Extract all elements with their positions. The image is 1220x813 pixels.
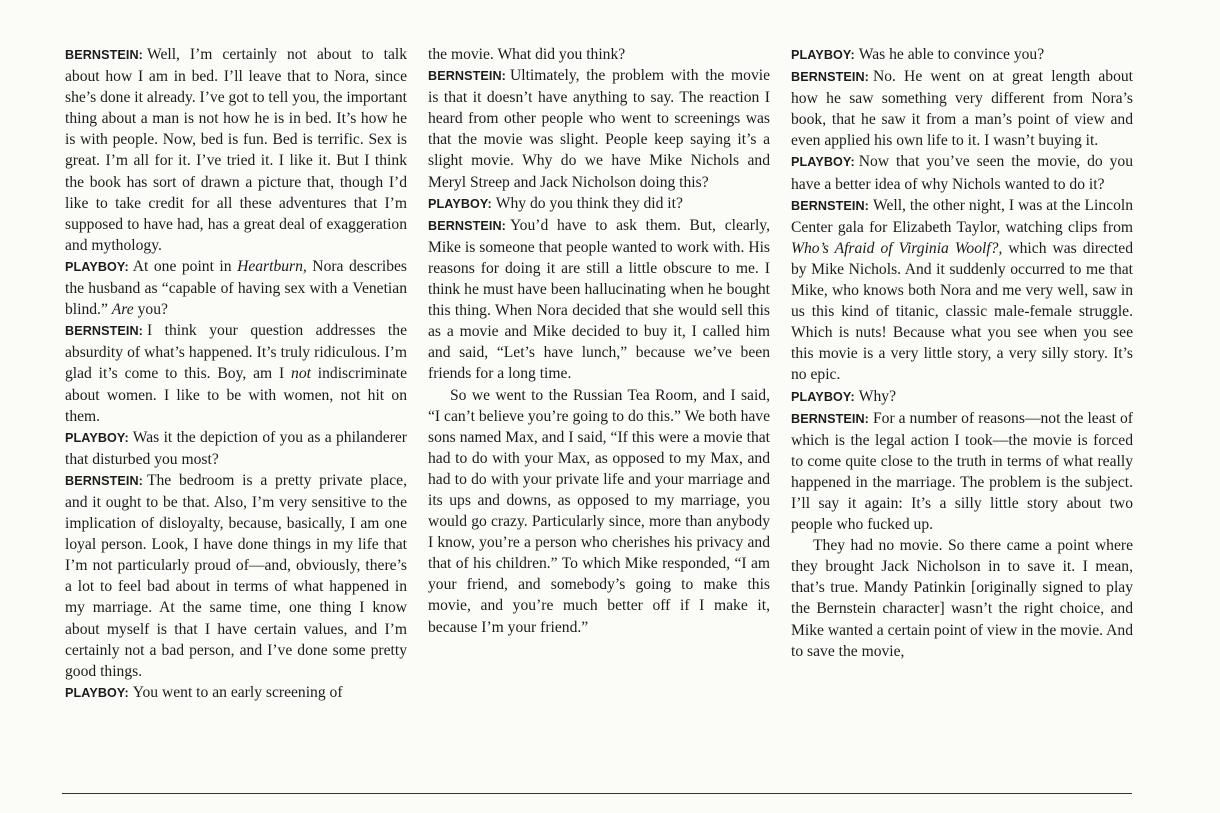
speaker-label: PLAYBOY: [65, 259, 129, 274]
body-text: Was he able to convince you? [858, 46, 1045, 63]
interview-paragraph [65, 427, 407, 470]
body-text: Why? [858, 387, 897, 405]
body-text: you? [133, 301, 168, 319]
interview-paragraph [65, 44, 407, 256]
interview-paragraph [791, 535, 1133, 662]
body-text: So we went to the Russian Tea Room, and I said, “I can’t believe you’re going to do this.” We both have sons named Max, and I said, “If this were a movie that had to do with your Max, as opposed to my Max, and had to do with your private life and your marriage and its ups and downs, as opposed to my marriage, you would go crazy. Particularly since, more than anybody I know, you’re a person who cherishes his privacy and that of his children.” To which Mike responded, “I am your friend, and somebody’s going to make this movie, and you’re much better off if I make it, because I’m your friend.” [428, 386, 770, 636]
speaker-label: BERNSTEIN: [791, 198, 869, 213]
italic-title-text: Are [111, 301, 134, 319]
body-text: Well, I’m certainly not about to talk about how I am in bed. I’ll leave that to Nora, since she’s done it already. I’ve got to tell you, the important thing about a man is not how he is in bed. It’s how he is with people. Now, bed is fun. Bed is terrific. Sex is great. I’m all for it. I’ve tried it. I like it. But I think the book has sort of drawn a picture that, though I’d like to take credit for all these adventures that I’m supposed to have had, has a great deal of exaggeration and mythology. [65, 46, 407, 254]
italic-title-text: not [291, 365, 311, 383]
interview-paragraph [428, 65, 770, 193]
column-2 [428, 44, 770, 638]
speaker-label: PLAYBOY: [428, 196, 492, 211]
speaker-label: PLAYBOY: [65, 685, 129, 700]
speaker-label: PLAYBOY: [65, 430, 129, 445]
body-text: the movie. What did you think? [428, 46, 626, 63]
interview-paragraph [791, 66, 1133, 151]
speaker-label: BERNSTEIN: [65, 473, 143, 488]
body-text: They had no movie. So there came a point where they brought Jack Nicholson in to save it. I mean, that’s true. Mandy Patinkin [originally signed to play the Bernstein character] wasn’t the right choice, and Mike wanted a certain point of view in the movie. And to save the movie, [791, 537, 1133, 660]
interview-paragraph [428, 215, 770, 385]
speaker-label: PLAYBOY: [791, 389, 855, 404]
bottom-rule [62, 793, 1132, 794]
body-text: Well, the other night, I was at the Lincoln Center gala for Elizabeth Taylor, watching clips from [791, 196, 1133, 236]
body-text: Now that you’ve seen the movie, do you have a better idea of why Nichols wanted to do it? [791, 153, 1133, 193]
body-text: You’d have to ask them. But, clearly, Mike is someone that people wanted to work with. His reasons for doing it are still a little obscure to me. I think he must have been hallucinating when he bought this thing. When Nora decided that she would sell this as a movie and Mike decided to buy it, I called him and said, “Let’s have lunch,” because we’ve been friends for a long time. [428, 216, 770, 383]
speaker-label: BERNSTEIN: [791, 411, 869, 426]
interview-paragraph [65, 470, 407, 682]
interview-paragraph [65, 320, 407, 426]
interview-paragraph [65, 682, 407, 704]
interview-paragraph [791, 408, 1133, 536]
interview-paragraph [791, 386, 1133, 408]
speaker-label: BERNSTEIN: [791, 70, 869, 85]
speaker-label: PLAYBOY: [791, 155, 855, 170]
interview-paragraph [428, 193, 770, 215]
speaker-label: PLAYBOY: [791, 48, 855, 62]
speaker-label: BERNSTEIN: [65, 48, 143, 62]
body-text: Was it the depiction of you as a philanderer that disturbed you most? [65, 428, 407, 468]
column-1 [65, 44, 407, 704]
column-3 [791, 44, 1133, 662]
body-text: Why do you think they did it? [495, 194, 683, 212]
body-text: Nora describes the husband as “capable of having sex with a Venetian blind.” [65, 257, 407, 319]
italic-title-text: Who’s Afraid of Virginia Woolf?, [791, 239, 1003, 257]
interview-paragraph [791, 195, 1133, 386]
body-text: which was directed by Mike Nichols. And it suddenly occurred to me that Mike, who knows both Nora and me very well, saw in us this kind of titanic, classic male-female struggle. Which is nuts! Because what you see when you see this movie is a very little story, a very silly story. It’s no epic. [791, 239, 1133, 384]
speaker-label: BERNSTEIN: [428, 218, 506, 233]
interview-paragraph [791, 151, 1133, 194]
body-text: The bedroom is a pretty private place, and it ought to be that. Also, I’m very sensitive to the implication of disloyalty, because, basically, I am one loyal person. Look, I have done things in my life that I’m not particularly proud of—and, obviously, there’s a lot to feel bad about in terms of what happened in my marriage. At the same time, one thing I know about myself is that I have certain values, and I’m certainly not a bad person, and I’ve done some pretty good things. [65, 471, 407, 680]
body-text: I think your question addresses the absurdity of what’s happened. It’s truly ridiculous. I’m glad it’s come to this. Boy, am I [65, 322, 407, 383]
interview-paragraph [428, 44, 770, 65]
interview-paragraph [791, 44, 1133, 66]
interview-paragraph [428, 385, 770, 638]
body-text: For a number of reasons—not the least of which is the legal action I took—the movie is forced to come quite close to the truth in terms of what really happened in the marriage. The problem is the subject. I’ll say it again: It’s a silly little story about two people who fucked up. [791, 409, 1133, 534]
speaker-label: BERNSTEIN: [428, 69, 506, 84]
body-text: indiscriminate about women. I like to be with women, not hit on them. [65, 365, 407, 425]
speaker-label: BERNSTEIN: [65, 324, 143, 339]
body-text: Ultimately, the problem with the movie is that it doesn’t have anything to say. The reaction I heard from other people who went to screenings was that the movie was slight. People keep saying it’s a slight movie. Why do we have Mike Nichols and Meryl Streep and Jack Nicholson doing this? [428, 67, 770, 191]
italic-title-text: Heartburn, [237, 257, 307, 275]
body-text: No. He went on at great length about how he saw something very different from Nora’s book, that he saw it from a man’s point of view and even applied his own life to it. I wasn’t buying it. [791, 68, 1133, 150]
body-text: At one point in [132, 257, 238, 275]
interview-paragraph [65, 256, 407, 320]
body-text: You went to an early screening of [132, 683, 343, 701]
